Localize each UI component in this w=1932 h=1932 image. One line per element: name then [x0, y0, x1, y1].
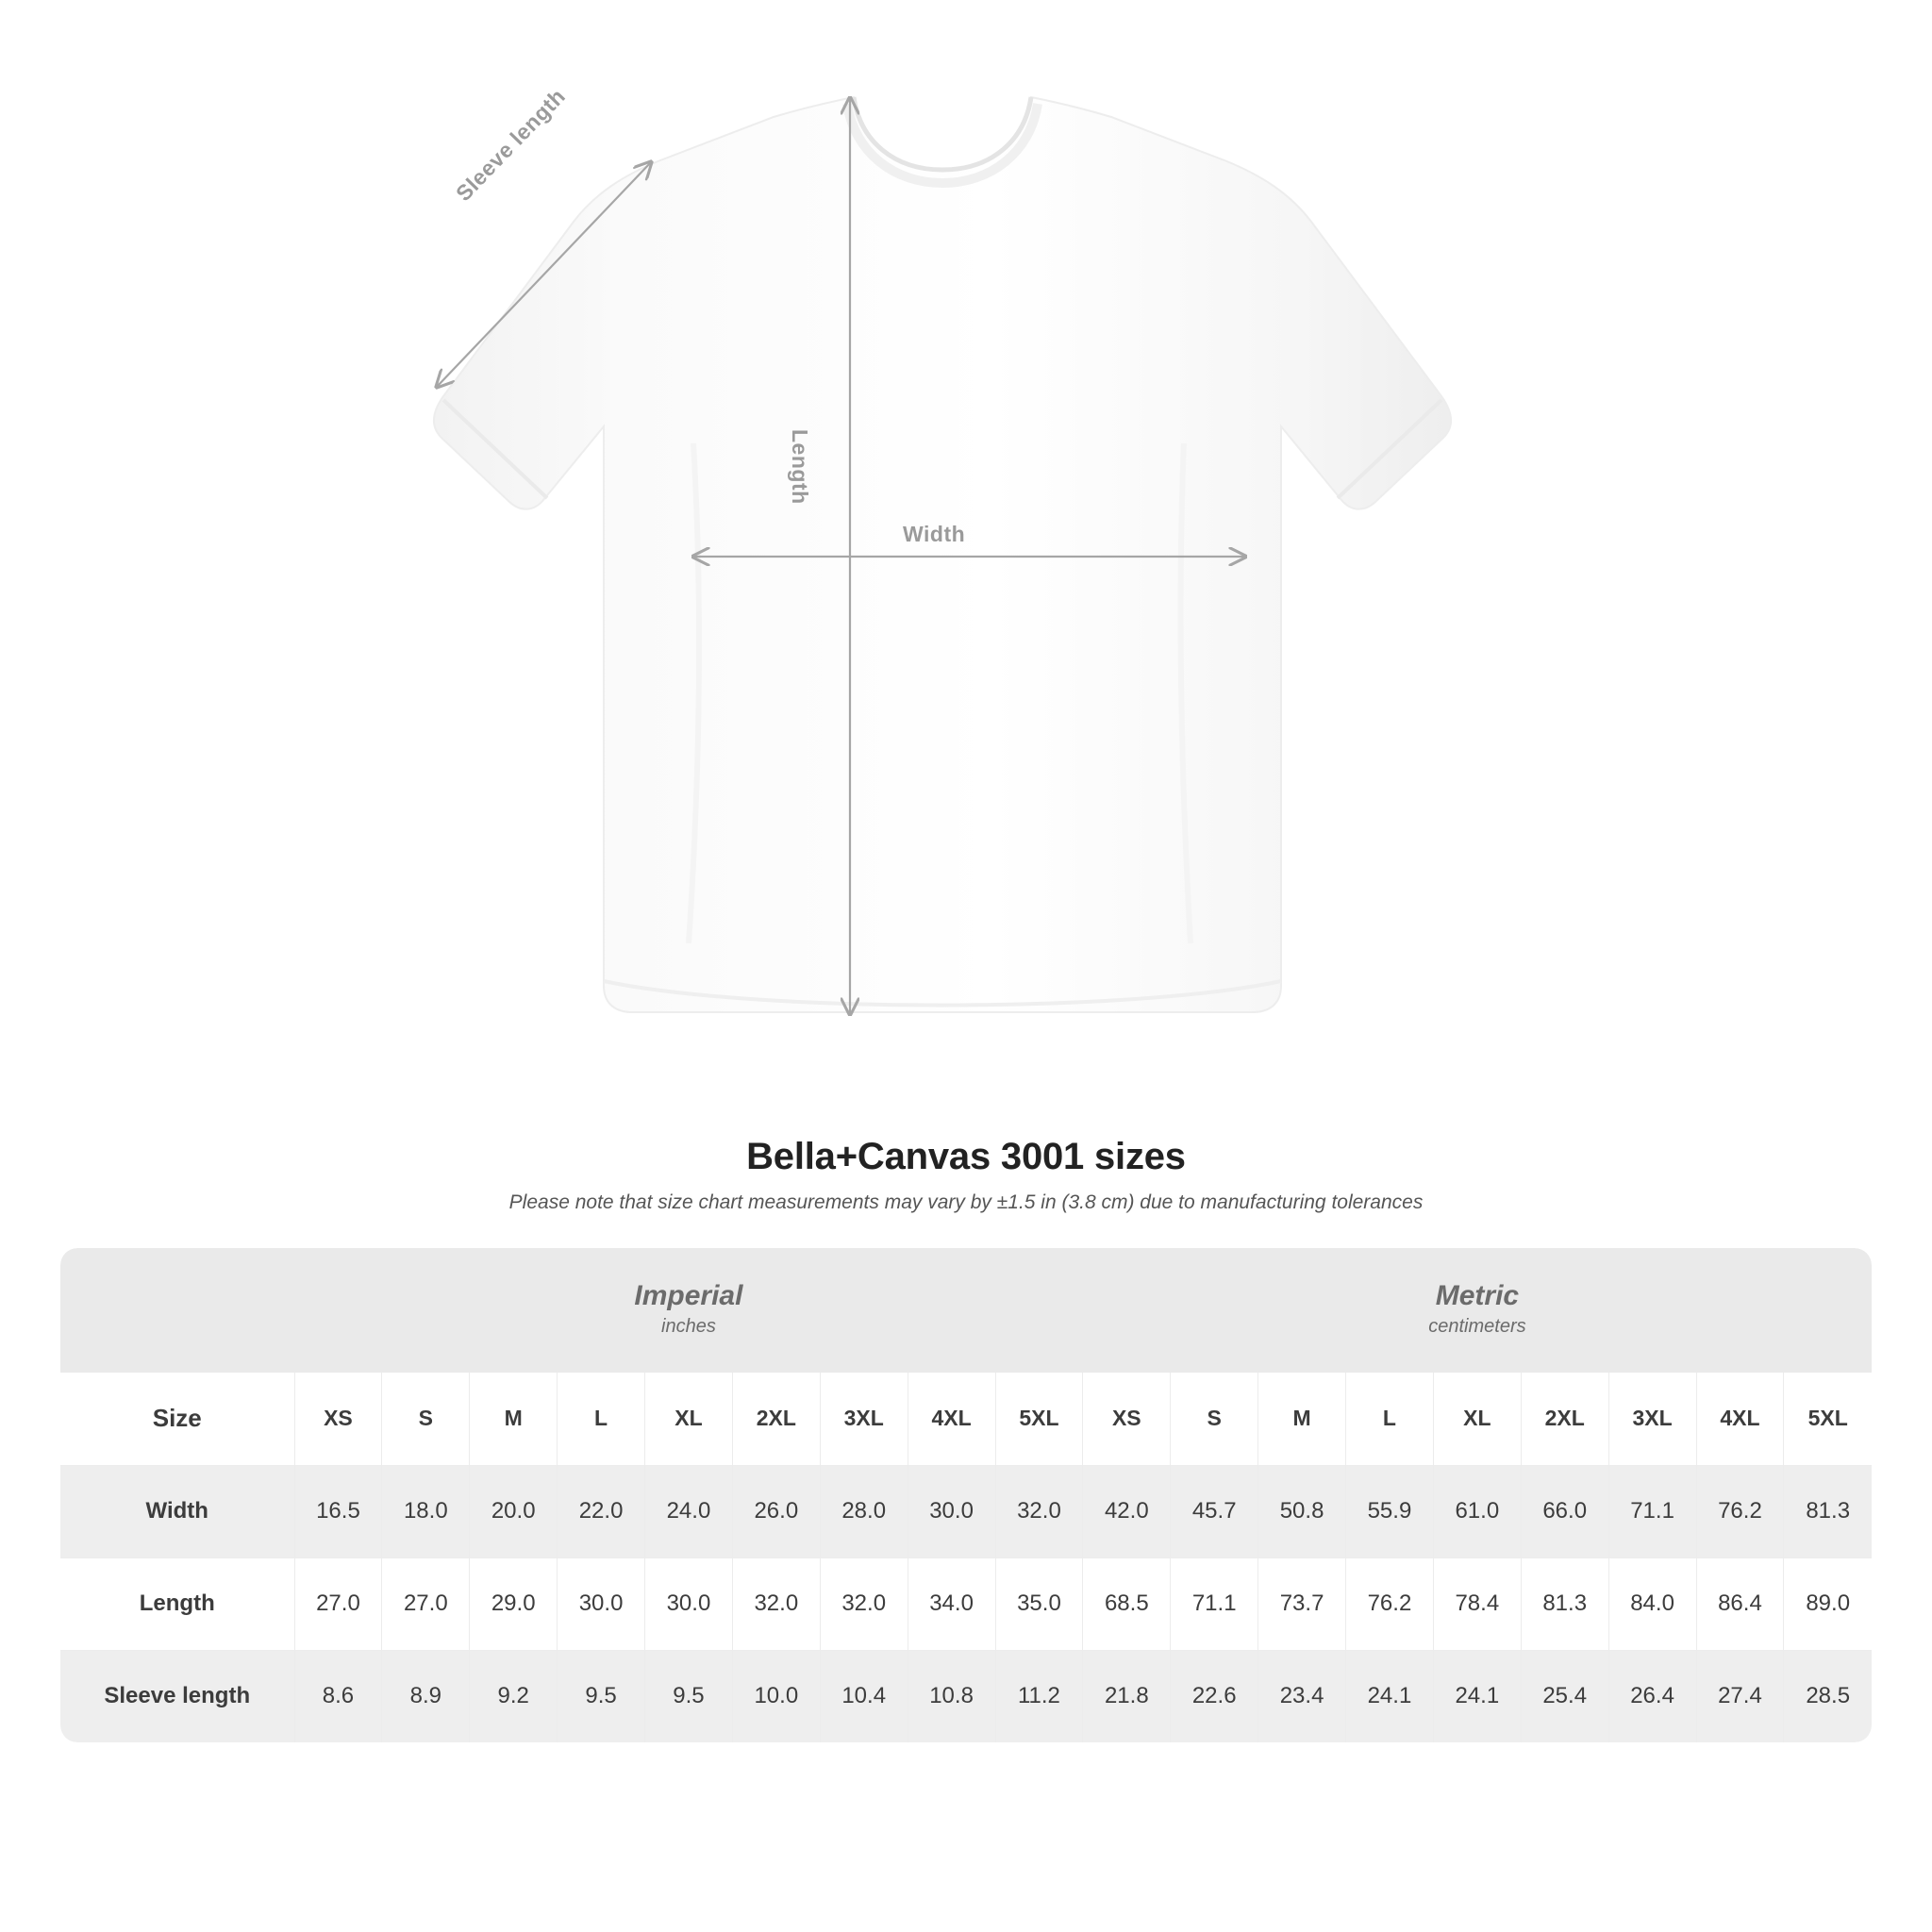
table-cell: 78.4 — [1433, 1557, 1521, 1650]
length-label: Length — [788, 429, 812, 505]
table-cell: 32.0 — [732, 1557, 820, 1650]
table-cell: 32.0 — [995, 1465, 1083, 1557]
table-cell: 32.0 — [820, 1557, 908, 1650]
table-cell: 29.0 — [470, 1557, 558, 1650]
size-header-cell: 3XL — [820, 1373, 908, 1465]
table-cell: 68.5 — [1083, 1557, 1171, 1650]
row-label-length: Length — [60, 1557, 294, 1650]
table-cell: 26.0 — [732, 1465, 820, 1557]
table-cell: 21.8 — [1083, 1650, 1171, 1742]
size-header-cell: 3XL — [1608, 1373, 1696, 1465]
size-header-cell: 2XL — [732, 1373, 820, 1465]
table-cell: 76.2 — [1696, 1465, 1784, 1557]
table-cell: 26.4 — [1608, 1650, 1696, 1742]
table-cell: 11.2 — [995, 1650, 1083, 1742]
unit-header-metric — [1083, 1248, 1872, 1373]
table-cell: 61.0 — [1433, 1465, 1521, 1557]
size-header-cell: M — [470, 1373, 558, 1465]
table-cell: 81.3 — [1784, 1465, 1872, 1557]
table-cell: 28.0 — [820, 1465, 908, 1557]
table-row — [60, 1557, 1872, 1650]
table-cell: 86.4 — [1696, 1557, 1784, 1650]
row-label-sleeve-length: Sleeve length — [60, 1650, 294, 1742]
table-cell: 84.0 — [1608, 1557, 1696, 1650]
chart-title-block — [0, 1136, 1932, 1214]
table-cell: 27.0 — [294, 1557, 382, 1650]
table-cell: 50.8 — [1258, 1465, 1346, 1557]
table-cell: 30.0 — [558, 1557, 645, 1650]
table-cell: 71.1 — [1171, 1557, 1258, 1650]
size-table-container — [60, 1248, 1872, 1742]
tolerance-note: Please note that size chart measurements may vary by ±1.5 in (3.8 cm) due to manufacturing tolerances — [508, 1191, 1424, 1213]
table-cell: 9.5 — [558, 1650, 645, 1742]
size-header-cell: 5XL — [1784, 1373, 1872, 1465]
table-cell: 76.2 — [1346, 1557, 1434, 1650]
size-header-cell: XS — [1083, 1373, 1171, 1465]
unit-name-metric: Metric — [1435, 1279, 1520, 1311]
size-header-cell: 5XL — [995, 1373, 1083, 1465]
table-cell: 18.0 — [382, 1465, 470, 1557]
table-cell: 71.1 — [1608, 1465, 1696, 1557]
width-label: Width — [903, 522, 966, 546]
size-header-row — [60, 1373, 1872, 1465]
table-cell: 66.0 — [1521, 1465, 1608, 1557]
unit-name-imperial: Imperial — [634, 1279, 743, 1311]
unit-sub-metric: centimeters — [1428, 1316, 1526, 1338]
size-header-cell: 4XL — [1696, 1373, 1784, 1465]
table-cell: 20.0 — [470, 1465, 558, 1557]
size-header-cell: S — [382, 1373, 470, 1465]
table-cell: 16.5 — [294, 1465, 382, 1557]
size-header-cell: 4XL — [908, 1373, 995, 1465]
size-header-label: Size — [60, 1373, 294, 1465]
table-cell: 89.0 — [1784, 1557, 1872, 1650]
table-cell: 73.7 — [1258, 1557, 1346, 1650]
size-header-cell: S — [1171, 1373, 1258, 1465]
size-header-cell: XL — [645, 1373, 733, 1465]
size-header-cell: XL — [1433, 1373, 1521, 1465]
size-table — [60, 1248, 1872, 1742]
table-cell: 24.0 — [645, 1465, 733, 1557]
unit-sub-imperial: inches — [661, 1316, 716, 1338]
table-row — [60, 1465, 1872, 1557]
unit-header-spacer — [60, 1248, 294, 1373]
table-cell: 8.6 — [294, 1650, 382, 1742]
row-label-width: Width — [60, 1465, 294, 1557]
sleeve-length-label: Sleeve length — [451, 83, 571, 207]
size-header-cell: L — [558, 1373, 645, 1465]
tshirt-shape — [434, 97, 1451, 1012]
table-cell: 10.0 — [732, 1650, 820, 1742]
unit-header-imperial — [294, 1248, 1083, 1373]
size-header-cell: XS — [294, 1373, 382, 1465]
table-cell: 24.1 — [1346, 1650, 1434, 1742]
table-cell: 30.0 — [645, 1557, 733, 1650]
table-cell: 81.3 — [1521, 1557, 1608, 1650]
table-cell: 23.4 — [1258, 1650, 1346, 1742]
size-header-cell: M — [1258, 1373, 1346, 1465]
table-cell: 55.9 — [1346, 1465, 1434, 1557]
table-cell: 25.4 — [1521, 1650, 1608, 1742]
table-cell: 34.0 — [908, 1557, 995, 1650]
table-cell: 9.5 — [645, 1650, 733, 1742]
size-header-cell: 2XL — [1521, 1373, 1608, 1465]
table-cell: 22.6 — [1171, 1650, 1258, 1742]
table-cell: 27.4 — [1696, 1650, 1784, 1742]
table-cell: 42.0 — [1083, 1465, 1171, 1557]
table-cell: 10.4 — [820, 1650, 908, 1742]
table-cell: 8.9 — [382, 1650, 470, 1742]
table-cell: 27.0 — [382, 1557, 470, 1650]
table-row — [60, 1650, 1872, 1742]
table-cell: 10.8 — [908, 1650, 995, 1742]
table-cell: 45.7 — [1171, 1465, 1258, 1557]
table-cell: 28.5 — [1784, 1650, 1872, 1742]
unit-header-row — [60, 1248, 1872, 1373]
table-cell: 9.2 — [470, 1650, 558, 1742]
table-cell: 35.0 — [995, 1557, 1083, 1650]
table-cell: 30.0 — [908, 1465, 995, 1557]
size-header-cell: L — [1346, 1373, 1434, 1465]
table-cell: 24.1 — [1433, 1650, 1521, 1742]
table-cell: 22.0 — [558, 1465, 645, 1557]
page-title: Bella+Canvas 3001 sizes — [746, 1136, 1186, 1177]
